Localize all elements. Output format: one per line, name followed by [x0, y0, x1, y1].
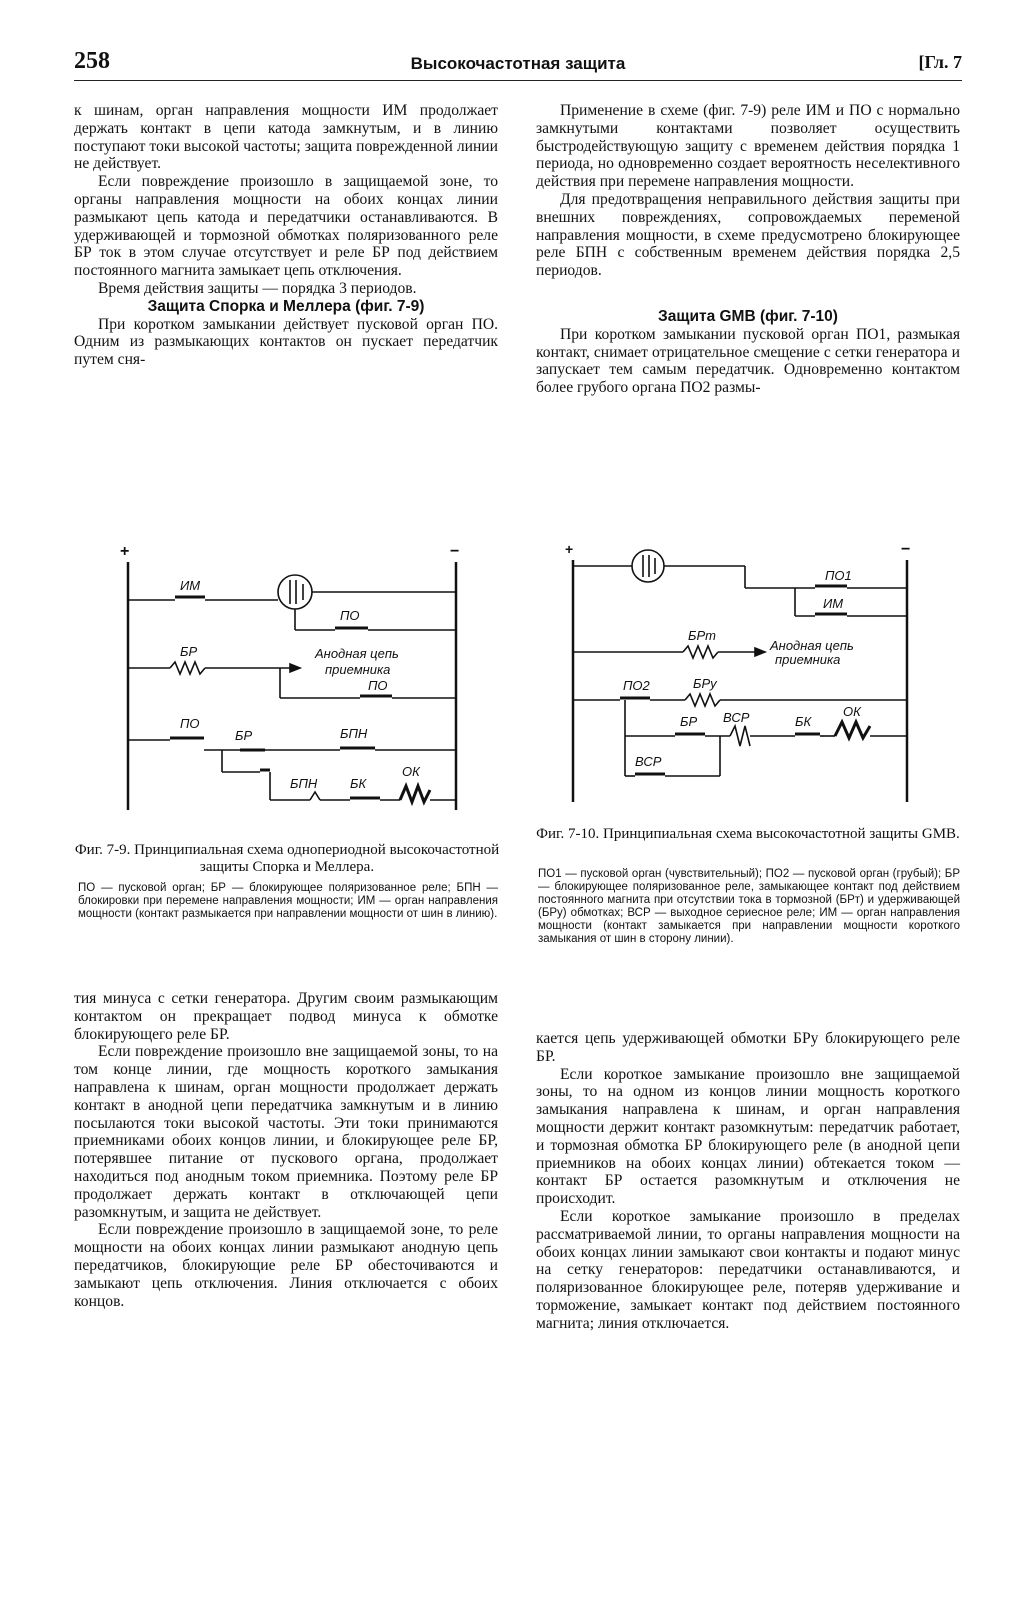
- plus-label: +: [120, 543, 130, 560]
- left-column-bottom: [74, 990, 498, 1310]
- right-column-top: [536, 102, 960, 397]
- label-br: БР: [180, 644, 198, 659]
- label-bpn: БПН: [290, 776, 318, 791]
- label-po: ПО: [340, 608, 360, 623]
- figure-7-9-legend: [78, 882, 498, 921]
- chapter-label: [Гл. 7: [918, 52, 962, 72]
- right-column-bottom: [536, 1030, 960, 1333]
- label-brt: БРт: [688, 628, 716, 643]
- left-column-top: [74, 102, 498, 369]
- section-heading: Защита GMB (фиг. 7-10): [658, 307, 838, 325]
- minus-label: −: [450, 543, 460, 560]
- paragraph: к шинам, орган направления мощности ИМ продолжает держать контакт в цепи катода замкнутым, и в линию поступают токи высокой частоты; защита поврежденной линии не действует.: [74, 102, 498, 173]
- paragraph: тия минуса с сетки генератора. Другим своим размыкающим контактом он прекращает подвод минуса к обмотке блокирующего реле БР.: [74, 990, 498, 1043]
- figure-7-9-caption: Фиг. 7-9. Принципиальная схема однопериодной высокочастотной защиты Спорка и Меллера.: [74, 842, 500, 875]
- label-po2: ПО2: [623, 678, 650, 693]
- label-br: БР: [235, 728, 253, 743]
- label-bru: БРу: [693, 676, 717, 691]
- label-ok: ОК: [843, 704, 861, 719]
- page-header: [74, 48, 962, 81]
- label-im: ИМ: [823, 596, 844, 611]
- page-number: 258: [74, 48, 110, 74]
- legend-text: ПО — пусковой орган; БР — блокирующее поляризованное реле; БПН — блокировки при перемене направления мощности; ИМ — орган направления мощности (контакт размыкается при направлении мощности от шин в линию).: [78, 882, 498, 920]
- label-bk: БК: [350, 776, 367, 791]
- figure-7-10-legend: [538, 868, 960, 946]
- label-po: ПО: [180, 716, 200, 731]
- figure-7-10-diagram: [545, 540, 945, 820]
- label-po1: ПО1: [825, 568, 852, 583]
- paragraph: Если повреждение произошло в защищаемой зоне, то реле мощности на обоих концах линии размыкают анодную цепь передатчиков, блокирующие реле БР обесточиваются и замыкают цепь отключения. Линия отключается с обоих концов.: [74, 1221, 498, 1310]
- paragraph: Если повреждение произошло вне защищаемой зоны, то на том конце линии, где мощность короткого замыкания направлена к шинам, орган мощности продолжает держать контакт в анодной цепи передатчика замкнутым и в линию посылаются токи высокой частоты. Эти токи принимаются приемниками обоих концов линии, и блокирующее реле БР, потерявшее питание от пускового органа, продолжает находиться под анодным током приемника. Поэтому реле БР продолжает держать контакт в отключающей цепи разомкнутым, и защита не действует.: [74, 1043, 498, 1221]
- figure-7-9-diagram: [110, 540, 480, 825]
- label-ok: ОК: [402, 764, 420, 779]
- label-vsr: ВСР: [723, 710, 750, 725]
- legend-text: ПО1 — пусковой орган (чувствительный); ПО2 — пусковой орган (грубый); БР — блокирующее поляризованное реле, замыкающее контакт под действием постоянного магнита при отсутствии тока в тормозной (БРт) и удерживающей (БРу) обмотках; ВСР — выходное сериесное реле; ИМ — орган направления мощности (контакт замыкается при направлении мощности короткого замыкания от шин в сторону линии).: [538, 868, 960, 945]
- paragraph: кается цепь удерживающей обмотки БРу блокирующего реле БР.: [536, 1030, 960, 1065]
- label-br: БР: [680, 714, 698, 729]
- paragraph: Для предотвращения неправильного действия защиты при внешних повреждениях, сопровождаемых переменой направления мощности, в схеме предусмотрено блокирующее реле БПН с собственным временем действия порядка 2,5 периодов.: [536, 190, 960, 280]
- label-anode: Анодная цепь: [770, 638, 854, 653]
- plus-label: +: [565, 541, 574, 557]
- label-anode: Анодная цепь: [315, 646, 399, 661]
- label-po: ПО: [368, 678, 388, 693]
- paragraph: При коротком замыкании пусковой орган ПО1, размыкая контакт, снимает отрицательное смещение с сетки генератора и запускает тем самым передатчик. Одновременно контактом более грубого органа ПО2 размы-: [536, 325, 960, 397]
- paragraph: Если короткое замыкание произошло вне защищаемой зоны, то на одном из концов линии мощность короткого замыкания направлена к шинам, и орган направления мощности держит контакт разомкнутым: передатчик работает, и тормозная обмотка БР блокирующего реле (в анодной цепи приемников на обоих концах линии) обтекается током — контакт БР остается разомкнутым и отключения не происходит.: [536, 1065, 960, 1208]
- label-receiver: приемника: [775, 652, 841, 667]
- paragraph: Если короткое замыкание произошло в пределах рассматриваемой линии, то органы направления мощности на обоих концах линии замыкают свои контакты и подают минус на сетку генераторов: передатчики останавливаются, и поляризованное блокирующее реле, потеряв удерживание и торможение, замыкает контакт под действием постоянного магнита; линия отключается.: [536, 1207, 960, 1332]
- paragraph: Применение в схеме (фиг. 7-9) реле ИМ и ПО с нормально замкнутыми контактами позволяет осуществить быстродействующую защиту с временем действия порядка 1 периода, но одновременно создает вероятность неселективного действия при перемене направления мощности.: [536, 102, 960, 191]
- paragraph: При коротком замыкании действует пусковой орган ПО. Одним из размыкающих контактов он пускает передатчик путем сня-: [74, 315, 498, 369]
- figure-7-10-caption: Фиг. 7-10. Принципиальная схема высокочастотной защиты GMB.: [536, 826, 960, 842]
- running-title: Высокочастотная защита: [410, 54, 626, 73]
- paragraph: Если повреждение произошло в защищаемой зоне, то органы направления мощности на обоих концах линии размыкают цепь катода и передатчики останавливаются. В удерживающей и тормозной обмотках поляризованного реле БР ток в этом случае отсутствует и реле БР под действием постоянного магнита замыкает цепь отключения.: [74, 173, 498, 280]
- label-vsr: ВСР: [635, 754, 662, 769]
- label-bk: БК: [795, 714, 812, 729]
- section-heading: Защита Спорка и Меллера (фиг. 7-9): [147, 297, 425, 315]
- label-im: ИМ: [180, 578, 201, 593]
- paragraph: Время действия защиты — порядка 3 периодов.: [98, 279, 417, 297]
- label-receiver: приемника: [325, 662, 391, 677]
- label-bpn: БПН: [340, 726, 368, 741]
- minus-label: −: [901, 541, 911, 558]
